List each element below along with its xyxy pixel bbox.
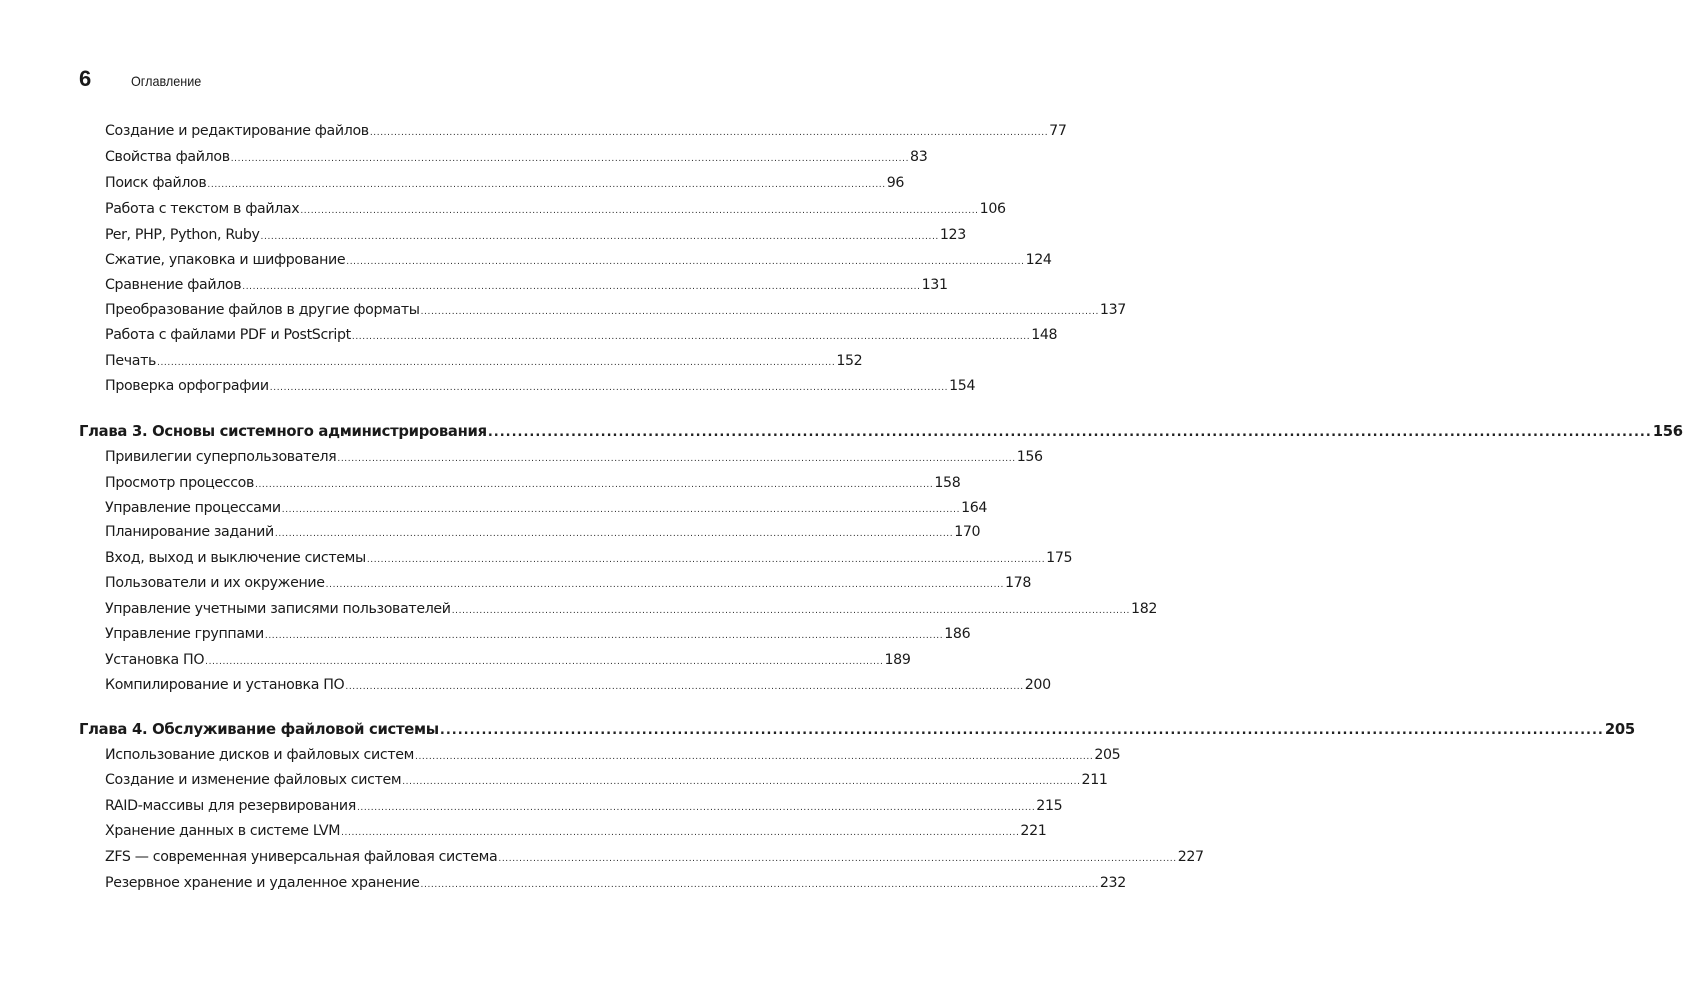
dot-leader: ....................................................................................................................................................................................................	[207, 180, 886, 190]
dot-leader: ....................................................................................................................................................................................................	[341, 828, 1020, 838]
toc-entry-title: Использование дисков и файловых систем	[105, 747, 414, 763]
dot-leader: ....................................................................................................................................................................................................	[300, 206, 979, 216]
toc-entry-page: 137	[1099, 302, 1126, 318]
toc-chapter-title: Глава 3. Основы системного администрирования	[79, 423, 487, 440]
toc-entry-page: 182	[1131, 601, 1158, 617]
dot-leader: ....................................................................................................................................................................................................	[366, 555, 1046, 565]
dot-leader: ....................................................................................................................................................................................................	[264, 631, 944, 641]
toc-entry-title: Per, PHP, Python, Ruby	[105, 227, 260, 243]
toc-entry-title: RAID-массивы для резервирования	[105, 798, 356, 814]
dot-leader: ....................................................................................................................................................................................................	[420, 307, 1099, 317]
toc-entry-row	[105, 747, 1121, 763]
toc-entry-row	[105, 772, 1108, 788]
dot-leader: ....................................................................................................................................................................................................	[356, 803, 1036, 813]
running-header-title: Оглавление	[131, 73, 202, 89]
toc-entry-page: 211	[1081, 772, 1108, 788]
toc-entry-page: 124	[1025, 252, 1052, 268]
toc-entry-title: Создание и редактирование файлов	[105, 123, 369, 139]
toc-entry-row	[105, 327, 1058, 343]
toc-entry-row	[105, 875, 1126, 891]
toc-entry-page: 156	[1016, 449, 1043, 465]
dot-leader: ....................................................................................................................................................................................................	[281, 505, 961, 515]
toc-entry-title: Компилирование и установка ПО	[105, 677, 345, 693]
dot-leader: ....................................................................................................................................................................................................	[242, 282, 921, 292]
toc-entry-row	[105, 149, 928, 165]
toc-entry-page: 186	[944, 626, 971, 642]
dot-leader: ....................................................................................................................................................................................................	[260, 232, 939, 242]
dot-leader: ....................................................................................................................................................................................................	[337, 454, 1016, 464]
toc-entry-row	[105, 500, 988, 516]
toc-chapter-page: 156	[1652, 423, 1683, 440]
dot-leader: ....................................................................................................................................................................................................	[325, 580, 1004, 590]
toc-entry-row	[105, 677, 1051, 693]
toc-chapter-page: 205	[1604, 721, 1635, 738]
toc-chapter-row	[79, 423, 1683, 440]
toc-entry-title: Планирование заданий	[105, 524, 274, 540]
toc-entry-page: 189	[884, 652, 911, 668]
toc-entry-page: 175	[1046, 550, 1073, 566]
toc-entry-row	[105, 123, 1067, 139]
toc-entry-row	[105, 175, 905, 191]
toc-entry-page: 154	[949, 378, 976, 394]
dot-leader: ....................................................................................................................................................................................................	[487, 425, 1652, 440]
dot-leader: ....................................................................................................................................................................................................	[205, 657, 884, 667]
toc-entry-row	[105, 378, 976, 394]
toc-chapter-row	[79, 721, 1635, 738]
toc-entry-page: 200	[1024, 677, 1051, 693]
toc-entry-page: 164	[961, 500, 988, 516]
toc-entry-page: 158	[934, 475, 961, 491]
toc-entry-title: Проверка орфографии	[105, 378, 269, 394]
toc-entry-page: 215	[1036, 798, 1063, 814]
toc-entry-row	[105, 575, 1032, 591]
toc-entry-row	[105, 201, 1006, 217]
toc-entry-title: Просмотр процессов	[105, 475, 255, 491]
toc-entry-title: Вход, выход и выключение системы	[105, 550, 366, 566]
toc-entry-page: 205	[1094, 747, 1121, 763]
toc-entry-row	[105, 227, 966, 243]
dot-leader: ....................................................................................................................................................................................................	[157, 358, 836, 368]
dot-leader: ....................................................................................................................................................................................................	[420, 880, 1099, 890]
toc-entry-page: 96	[886, 175, 905, 191]
toc-entry-title: Преобразование файлов в другие форматы	[105, 302, 420, 318]
toc-entry-title: Поиск файлов	[105, 175, 207, 191]
toc-entry-row	[105, 823, 1047, 839]
dot-leader: ....................................................................................................................................................................................................	[345, 682, 1024, 692]
toc-entry-title: Создание и изменение файловых систем	[105, 772, 402, 788]
toc-entry-page: 131	[921, 277, 948, 293]
dot-leader: ....................................................................................................................................................................................................	[255, 480, 934, 490]
dot-leader: ....................................................................................................................................................................................................	[498, 854, 1177, 864]
toc-entry-title: Управление процессами	[105, 500, 281, 516]
toc-entry-row	[105, 550, 1073, 566]
toc-entry-title: Сравнение файлов	[105, 277, 242, 293]
toc-entry-row	[105, 524, 981, 540]
toc-entry-title: Управление учетными записями пользователей	[105, 601, 451, 617]
toc-entry-row	[105, 252, 1052, 268]
toc-entry-page: 83	[910, 149, 928, 165]
toc-chapter-title: Глава 4. Обслуживание файловой системы	[79, 721, 439, 738]
toc-entry-row	[105, 475, 961, 491]
page-header	[79, 66, 209, 96]
toc-entry-row	[105, 798, 1063, 814]
page-number: 6	[79, 66, 92, 91]
toc-entry-page: 77	[1049, 123, 1067, 139]
toc-entry-page: 106	[979, 201, 1006, 217]
toc-entry-title: Свойства файлов	[105, 149, 230, 165]
toc-entry-title: Хранение данных в системе LVM	[105, 823, 341, 839]
toc-entry-row	[105, 601, 1158, 617]
dot-leader: ....................................................................................................................................................................................................	[369, 128, 1049, 138]
dot-leader: ....................................................................................................................................................................................................	[439, 723, 1604, 738]
dot-leader: ....................................................................................................................................................................................................	[451, 606, 1131, 616]
dot-leader: ....................................................................................................................................................................................................	[269, 383, 949, 393]
toc-entry-row	[105, 277, 948, 293]
toc-entry-row	[105, 353, 863, 369]
dot-leader: ....................................................................................................................................................................................................	[230, 154, 910, 164]
dot-leader: ....................................................................................................................................................................................................	[346, 257, 1025, 267]
toc-entry-title: Установка ПО	[105, 652, 205, 668]
dot-leader: ....................................................................................................................................................................................................	[274, 529, 954, 539]
toc-entry-row	[105, 302, 1126, 318]
dot-leader: ....................................................................................................................................................................................................	[351, 332, 1031, 342]
toc-entry-title: Резервное хранение и удаленное хранение	[105, 875, 420, 891]
toc-entry-title: Сжатие, упаковка и шифрование	[105, 252, 346, 268]
toc-entry-row	[105, 849, 1204, 865]
toc-entry-page: 148	[1031, 327, 1058, 343]
dot-leader: ....................................................................................................................................................................................................	[402, 777, 1081, 787]
toc-entry-page: 221	[1020, 823, 1047, 839]
toc-entry-title: ZFS — современная универсальная файловая система	[105, 849, 498, 865]
toc-entry-row	[105, 652, 911, 668]
toc-entry-title: Пользователи и их окружение	[105, 575, 325, 591]
toc-entry-page: 232	[1099, 875, 1126, 891]
toc-entry-row	[105, 626, 971, 642]
toc-entry-page: 123	[939, 227, 966, 243]
toc-entry-title: Печать	[105, 353, 156, 369]
toc-entry-page: 178	[1004, 575, 1032, 591]
toc-entry-page: 170	[954, 524, 981, 540]
toc-entry-title: Управление группами	[105, 626, 264, 642]
toc-entry-row	[105, 449, 1043, 465]
toc-entry-page: 227	[1177, 849, 1204, 865]
toc-entry-title: Работа с текстом в файлах	[105, 201, 300, 217]
toc-entry-page: 152	[836, 353, 863, 369]
dot-leader: ....................................................................................................................................................................................................	[414, 752, 1094, 762]
toc-entry-title: Привилегии суперпользователя	[105, 449, 337, 465]
toc-entry-title: Работа с файлами PDF и PostScript	[105, 327, 351, 343]
